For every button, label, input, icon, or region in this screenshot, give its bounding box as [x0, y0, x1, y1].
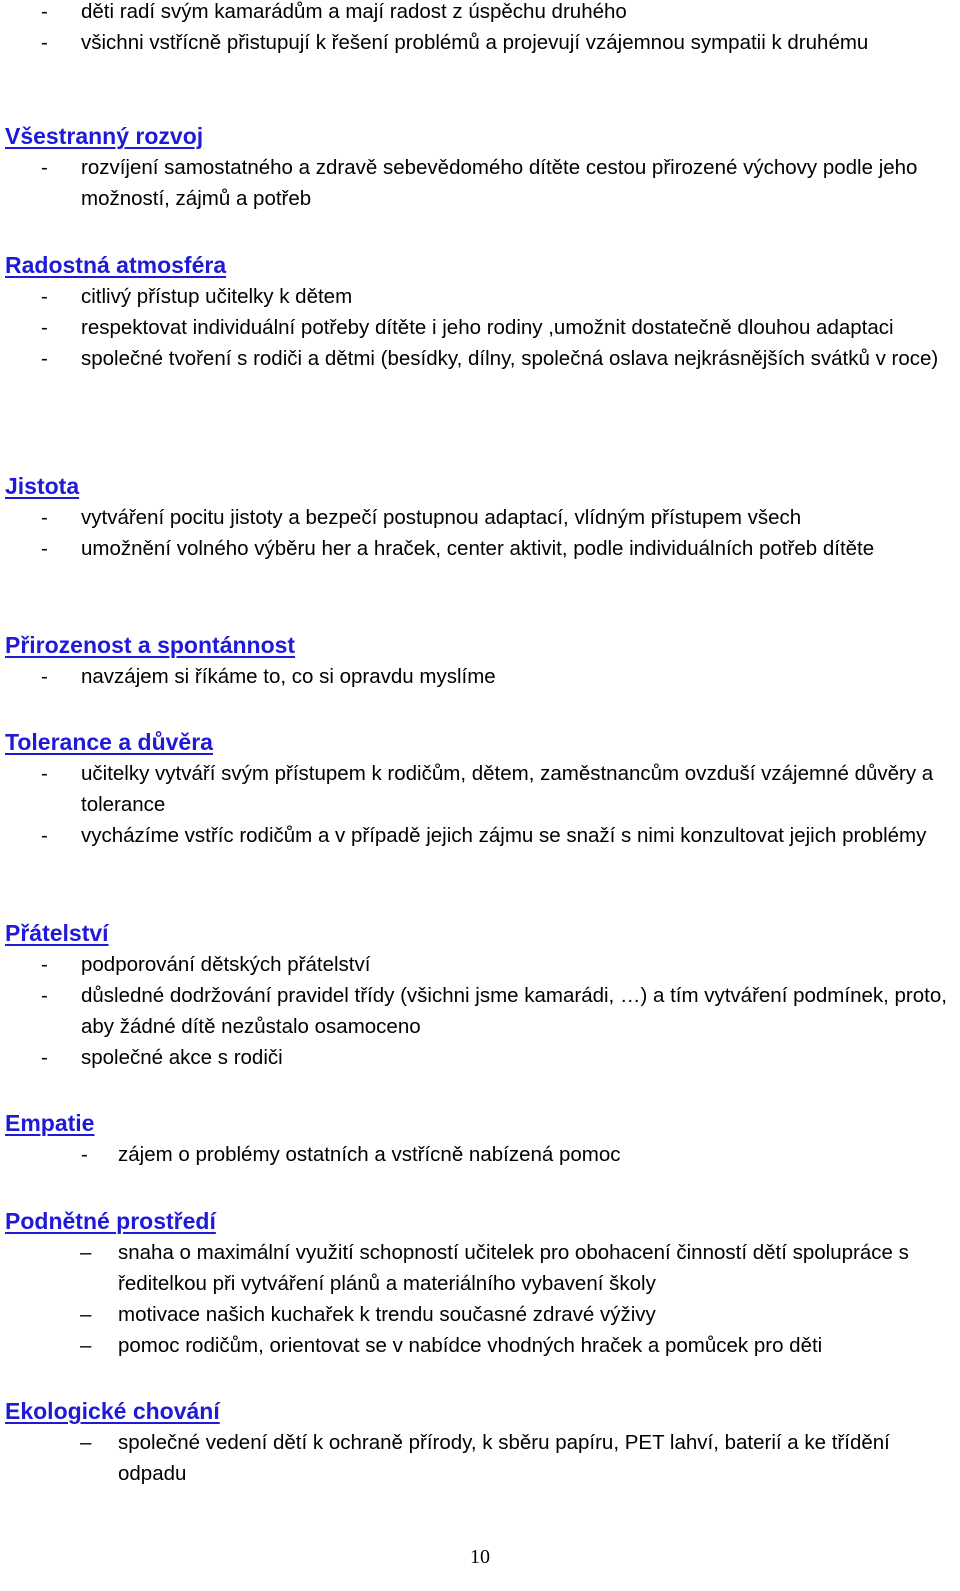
section-heading: Přátelství [5, 920, 109, 946]
section-heading: Všestranný rozvoj [5, 123, 204, 149]
list-item: - navzájem si říkáme to, co si opravdu myslíme [41, 665, 496, 688]
list-item: – motivace našich kuchařek k trendu současné zdravé výživy [80, 1303, 656, 1326]
section-pratelstvi [0, 918, 955, 1073]
list-item: - umožnění volného výběru her a hraček, center aktivit, podle individuálních potřeb dítěte [41, 537, 875, 560]
list-item: - respektovat individuální potřeby dítěte i jeho rodiny ,umožnit dostatečně dlouhou adaptaci [41, 316, 894, 339]
section-heading: Jistota [5, 473, 80, 499]
section-podnetne-prostredi [0, 1206, 955, 1361]
list-item: - podporování dětských přátelství [41, 953, 371, 976]
list-item: - citlivý přístup učitelky k dětem [41, 285, 353, 308]
section-tolerance [0, 727, 955, 851]
section-heading: Přirozenost a spontánnost [5, 632, 296, 658]
list-item: - učitelky vytváří svým přístupem k rodičům, dětem, zaměstnancům ovzduší vzájemné důvěry a tolerance [41, 762, 934, 816]
list-item: - rozvíjení samostatného a zdravě sebevědomého dítěte cestou přirozené výchovy podle jeho možností, zájmů a potřeb [41, 156, 918, 210]
list-item: - společné akce s rodiči [41, 1046, 283, 1069]
section-prirozenost [0, 630, 955, 692]
list-item: - zájem o problémy ostatních a vstřícně nabízená pomoc [81, 1143, 621, 1166]
section-heading: Podnětné prostředí [5, 1208, 216, 1234]
section-radostna-atmosfera [0, 250, 955, 374]
section-heading: Empatie [5, 1110, 95, 1136]
list-item: - vycházíme vstříc rodičům a v případě jejich zájmu se snaží s nimi konzultovat jejich problémy [41, 824, 927, 847]
section-vsestranny-rozvoj [0, 121, 955, 214]
list-item: - děti radí svým kamarádům a mají radost z úspěchu druhého [41, 0, 627, 23]
list-item: – společné vedení dětí k ochraně přírody, k sběru papíru, PET lahví, baterií a ke třídění odpadu [80, 1431, 890, 1485]
list-item: - společné tvoření s rodiči a dětmi (besídky, dílny, společná oslava nejkrásnějších svátků v roce) [41, 347, 939, 370]
section-empatie [0, 1108, 955, 1170]
list-item: – snaha o maximální využití schopností učitelek pro obohacení činností dětí spolupráce s ředitelkou při vytváření plánů a materiálního vybavení školy [80, 1241, 909, 1295]
page-number: 10 [470, 1546, 490, 1568]
list-item: - všichni vstřícně přistupují k řešení problémů a projevují vzájemnou sympatii k druhému [41, 31, 869, 54]
section-heading: Radostná atmosféra [5, 252, 227, 278]
section-heading: Ekologické chování [5, 1398, 220, 1424]
list-item: – pomoc rodičům, orientovat se v nabídce vhodných hraček a pomůcek pro děti [80, 1334, 823, 1357]
section-ekologicke-chovani [0, 1396, 955, 1489]
list-item: - důsledné dodržování pravidel třídy (všichni jsme kamarádi, …) a tím vytváření podmínek, proto, aby žádné dítě nezůstalo osamoceno [41, 984, 947, 1038]
list-item: - vytváření pocitu jistoty a bezpečí postupnou adaptací, vlídným přístupem všech [41, 506, 802, 529]
section-heading: Tolerance a důvěra [5, 729, 213, 755]
section-jistota [0, 471, 955, 564]
intro-list [0, 0, 955, 58]
